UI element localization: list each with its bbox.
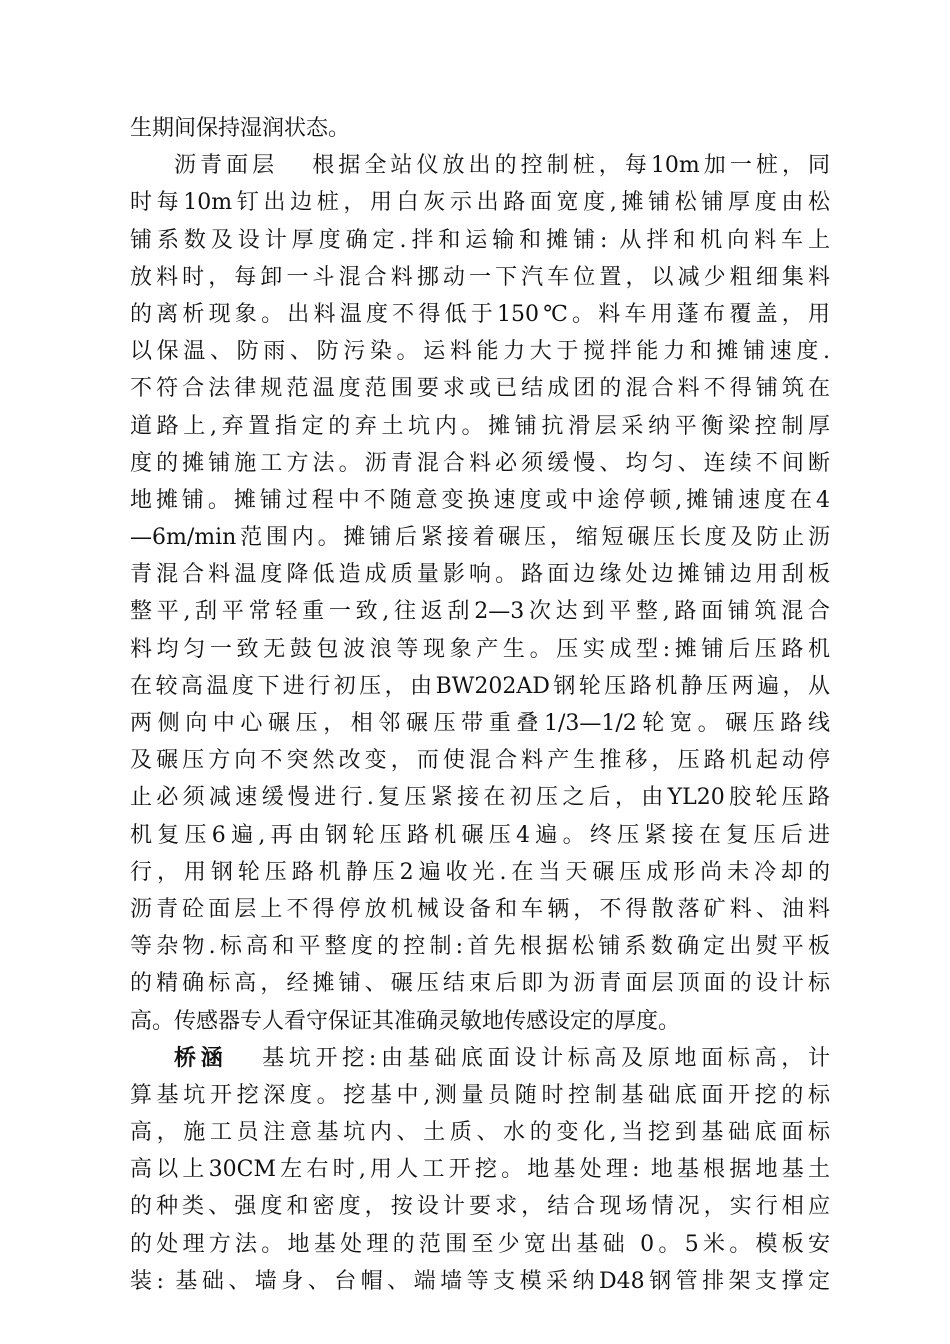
text-line: 两侧向中心碾压，相邻碾压带重叠1/3—1/2轮宽。碾压路线	[130, 711, 830, 736]
text-line: —6m/min范围内。摊铺后紧接着碾压，缩短碾压长度及防止沥	[130, 525, 830, 551]
text-line: 地摊铺。摊铺过程中不随意变换速度或中途停顿,摊铺速度在4	[130, 487, 830, 513]
text-line: 度的摊铺施工方法。沥青混合料必须缓慢、均匀、连续不间断	[130, 450, 830, 476]
text-line: 高，施工员注意基坑内、土质、水的变化,当挖到基础底面标	[130, 1120, 830, 1146]
text-line: 不符合法律规范温度范围要求或已结成团的混合料不得铺筑在	[130, 376, 830, 402]
text-line: 及碾压方向不突然改变，而使混合料产生推移，压路机起动停	[130, 748, 830, 774]
text-line: 等杂物.标高和平整度的控制:首先根据松铺系数确定出熨平板	[130, 934, 830, 960]
text-line: 道路上,弃置指定的弃土坑内。摊铺抗滑层采纳平衡梁控制厚	[130, 413, 830, 439]
section-heading-bridge: 桥涵	[174, 1044, 228, 1071]
text-line: 生期间保持湿润状态。	[130, 116, 351, 141]
text-line: 的种类、强度和密度，按设计要求，结合现场情况，实行相应	[130, 1194, 830, 1220]
line-text: 根据全站仪放出的控制桩，每10m加一桩，同	[308, 153, 830, 179]
text-line: 放料时，每卸一斗混合料挪动一下汽车位置，以减少粗细集料	[130, 264, 830, 290]
text-line	[130, 1040, 830, 1077]
text-line: 机复压6遍,再由钢轮压路机碾压4遍。终压紧接在复压后进	[130, 822, 830, 848]
text-line: 高。传感器专人看守保证其准确灵敏地传感设定的厚度。	[130, 1008, 681, 1034]
text-line: 沥青砼面层上不得停放机械设备和车辆，不得散落矿料、油料	[130, 896, 830, 922]
text-line: 的精确标高，经摊铺、碾压结束后即为沥青面层顶面的设计标	[130, 971, 830, 997]
text-line: 行，用钢轮压路机静压2遍收光.在当天碾压成形尚未冷却的	[130, 859, 830, 885]
line-text: 基坑开挖:由基础底面设计标高及原地面标高，计	[257, 1045, 830, 1071]
text-line: 在较高温度下进行初压，由BW202AD钢轮压路机静压两遍，从	[130, 673, 830, 699]
text-line: 时每10m钉出边桩，用白灰示出路面宽度,摊铺松铺厚度由松	[130, 190, 830, 216]
text-line: 装: 基础、墙身、台帽、端墙等支模采纳D48钢管排架支撑定	[130, 1268, 830, 1294]
document-body	[130, 110, 830, 1300]
text-line: 整平,刮平常轻重一致,往返刮2—3次达到平整,路面铺筑混合	[130, 599, 830, 625]
text-line: 止必须减速缓慢进行.复压紧接在初压之后，由YL20胶轮压路	[130, 785, 830, 811]
text-line: 青混合料温度降低造成质量影响。路面边缘处边摊铺边用刮板	[130, 562, 830, 588]
text-line: 铺系数及设计厚度确定.拌和运输和摊铺: 从拌和机向料车上	[130, 227, 830, 253]
text-line: 的离析现象。出料温度不得低于150℃。料车用蓬布覆盖，用	[130, 301, 830, 327]
text-line: 以保温、防雨、防污染。运料能力大于搅拌能力和摊铺速度.	[130, 339, 830, 365]
section-heading-asphalt: 沥青面层	[174, 153, 279, 179]
text-line: 算基坑开挖深度。挖基中,测量员随时控制基础底面开挖的标	[130, 1082, 830, 1108]
text-line	[130, 147, 830, 184]
text-line: 料均匀一致无鼓包波浪等现象产生。压实成型:摊铺后压路机	[130, 636, 830, 662]
text-line: 高以上30CM左右时,用人工开挖。地基处理: 地基根据地基土	[130, 1157, 830, 1183]
text-line: 的处理方法。地基处理的范围至少宽出基础 0。5米。模板安	[130, 1231, 830, 1257]
